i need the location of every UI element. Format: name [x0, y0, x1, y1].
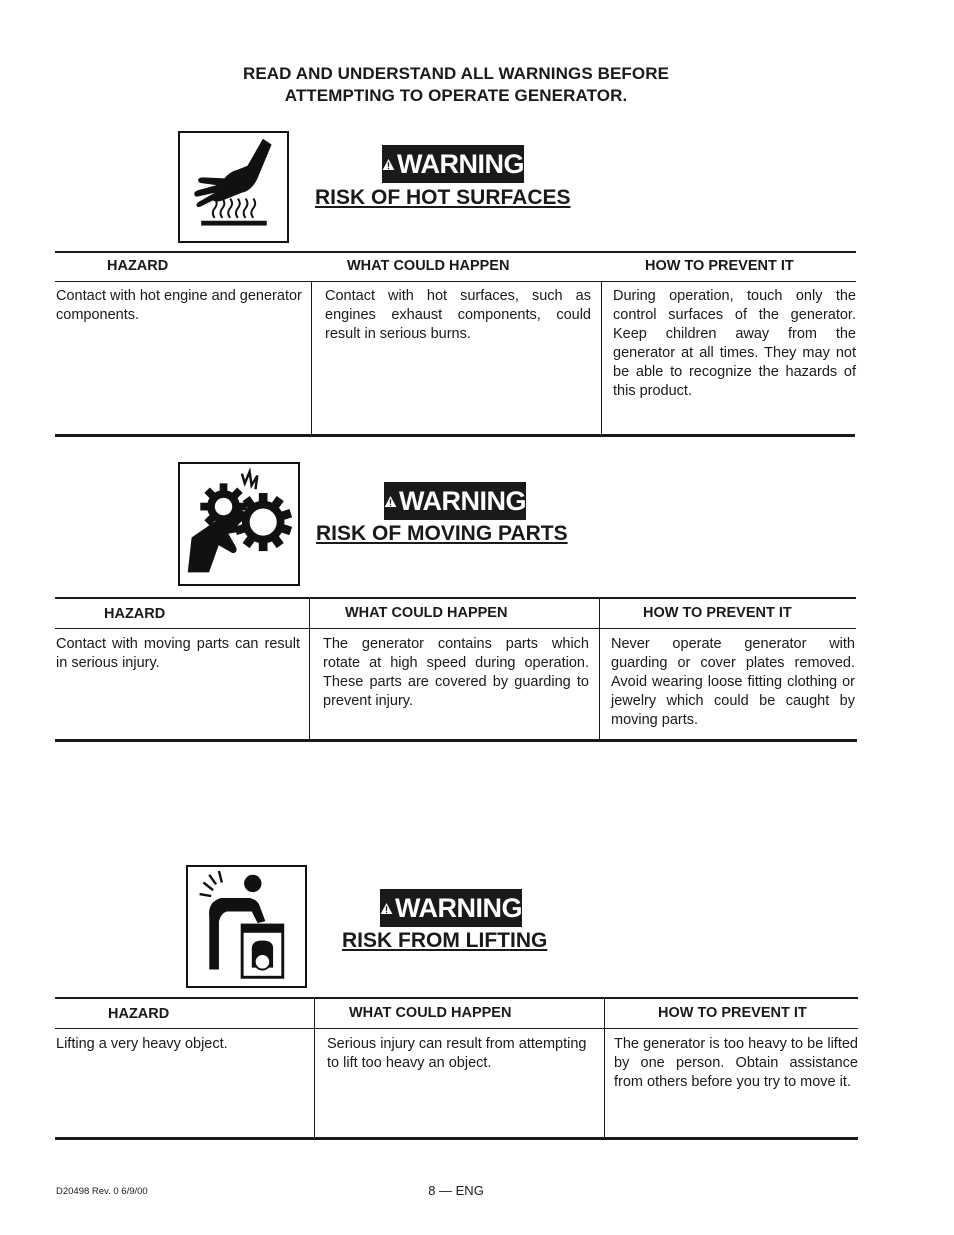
column-header-how: HOW TO PREVENT IT	[645, 258, 794, 274]
how-cell: During operation, touch only the control surfaces of the generator. Keep children away from the generator at all times. They may not be able to recognize the hazards of this product.	[613, 288, 856, 399]
column-header-how: HOW TO PREVENT IT	[658, 1005, 807, 1021]
table-top-rule	[55, 597, 856, 599]
page-heading	[0, 63, 912, 107]
hazard-cell: Contact with moving parts can result in serious injury.	[56, 636, 300, 671]
warning-label: WARNING	[397, 148, 524, 179]
table-header-rule	[55, 628, 856, 629]
column-divider	[311, 281, 312, 435]
table-bottom-rule	[55, 1137, 858, 1140]
column-header-hazard: HAZARD	[104, 606, 166, 622]
what-cell: The generator contains parts which rotate at high speed during operation. These parts are covered by guarding to prevent injury.	[323, 636, 589, 709]
hazard-cell: Contact with hot engine and generator components.	[56, 288, 302, 323]
warning-label: WARNING	[399, 485, 526, 516]
page-number: 8 — ENG	[428, 1183, 484, 1198]
alert-triangle-icon	[384, 492, 397, 511]
table-header-rule	[55, 1028, 858, 1029]
moving-gears-hand-icon	[178, 462, 300, 586]
column-header-what: WHAT COULD HAPPEN	[349, 1005, 512, 1021]
warning-badge	[384, 482, 526, 520]
column-header-what: WHAT COULD HAPPEN	[345, 605, 508, 621]
column-divider	[599, 598, 600, 740]
column-divider	[314, 998, 315, 1138]
how-cell: The generator is too heavy to be lifted by one person. Obtain assistance from others before you try to move it.	[614, 1036, 858, 1090]
what-cell: Serious injury can result from attempting to lift too heavy an object.	[327, 1036, 587, 1071]
alert-triangle-icon	[382, 155, 395, 174]
warning-badge	[380, 889, 522, 927]
person-lifting-generator-icon	[186, 865, 307, 988]
table-bottom-rule	[55, 434, 855, 437]
column-header-what: WHAT COULD HAPPEN	[347, 258, 510, 274]
table-bottom-rule	[55, 739, 857, 742]
column-header-how: HOW TO PREVENT IT	[643, 605, 792, 621]
hazard-cell: Lifting a very heavy object.	[56, 1036, 228, 1052]
document-id: D20498 Rev. 0 6/9/00	[56, 1186, 148, 1197]
page-heading-line-1: READ AND UNDERSTAND ALL WARNINGS BEFORE	[242, 64, 670, 83]
warning-label: WARNING	[395, 892, 522, 923]
page-heading-line-2: ATTEMPTING TO OPERATE GENERATOR.	[284, 86, 628, 105]
column-divider	[309, 598, 310, 740]
hot-surface-hand-icon	[178, 131, 289, 243]
column-divider	[604, 998, 605, 1138]
table-header-rule	[55, 281, 856, 282]
table-top-rule	[55, 251, 856, 253]
how-cell: Never operate generator with guarding or cover plates removed. Avoid wearing loose fitting clothing or jewelry which could be caught by moving parts.	[611, 636, 855, 728]
column-header-hazard: HAZARD	[108, 1006, 170, 1022]
alert-triangle-icon	[380, 899, 393, 918]
warning-badge	[382, 145, 524, 183]
section-title: RISK OF MOVING PARTS	[316, 522, 568, 545]
table-top-rule	[55, 997, 858, 999]
section-title: RISK FROM LIFTING	[342, 929, 548, 952]
what-cell: Contact with hot surfaces, such as engines exhaust components, could result in serious burns.	[325, 288, 591, 342]
column-divider	[601, 281, 602, 435]
section-title: RISK OF HOT SURFACES	[315, 186, 571, 209]
column-header-hazard: HAZARD	[107, 258, 169, 274]
